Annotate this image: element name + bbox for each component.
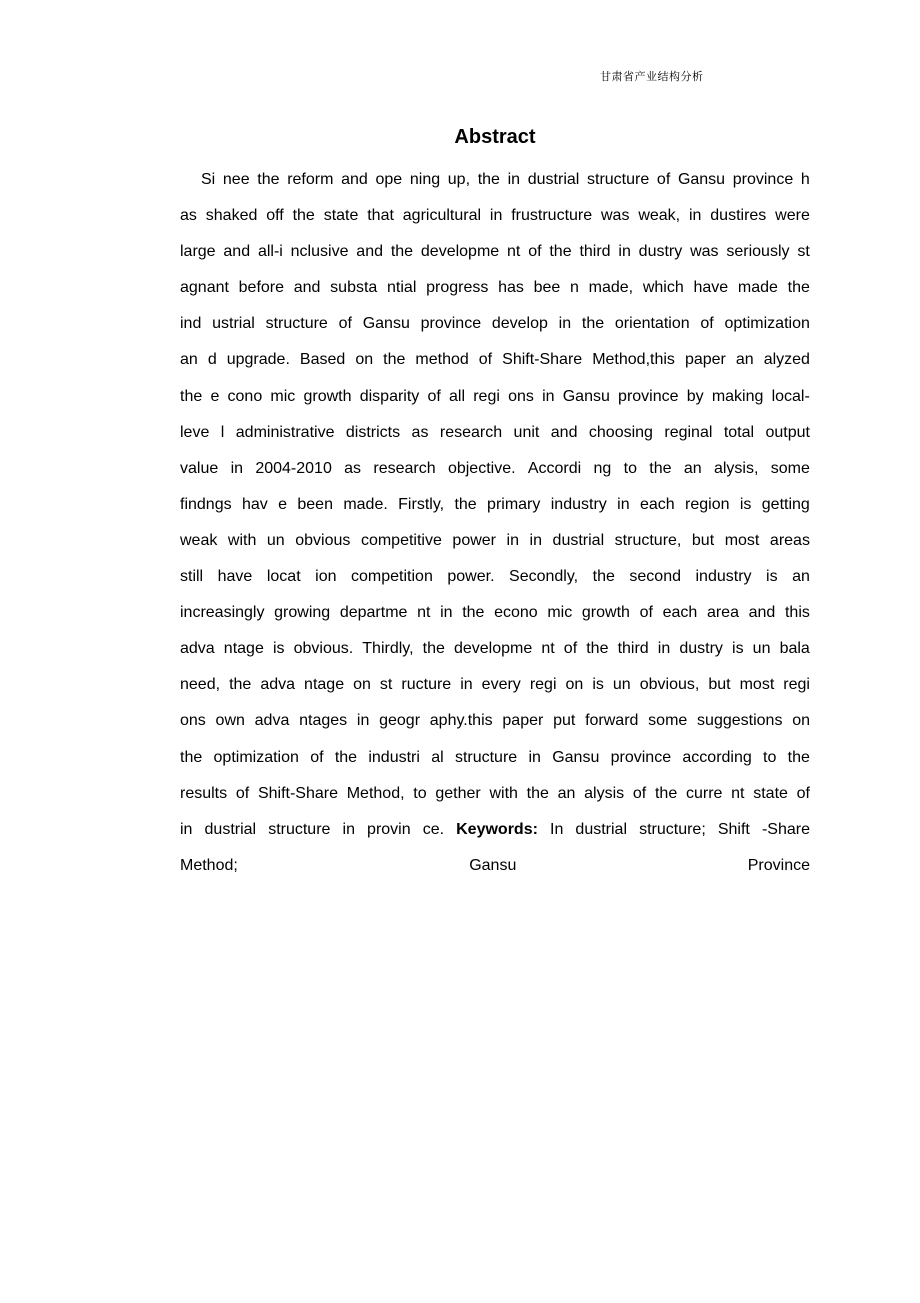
word: reginal [664,423,713,441]
abstract-line [180,812,810,848]
word: each [639,495,675,513]
word: is [272,640,285,658]
word: in [688,207,702,225]
word: each [662,604,698,622]
abstract-line [180,667,810,703]
word: un [266,531,285,549]
word: off [266,207,284,225]
word: put [553,712,576,730]
word: and [341,171,368,188]
word: regi [473,387,500,405]
word: n [570,279,579,297]
word: most [724,531,760,549]
word: nee [222,171,250,188]
word: dustry [638,243,683,261]
word: method [415,351,469,369]
word: output [765,423,810,441]
word: In [550,820,564,838]
word: Thirdly, [362,640,414,658]
word: Gansu [552,748,600,766]
word: of [700,315,714,333]
word: as [411,423,429,441]
word: in [528,748,541,766]
word: developme [420,243,500,261]
word: orientation [614,315,690,333]
word: dustrial [575,820,627,838]
keywords-label: Keywords: [456,820,538,838]
word: obvious, [639,676,700,694]
word: paper [684,351,726,369]
word: this [784,604,810,622]
word: in [617,495,630,513]
word: weak [180,531,218,549]
word: power [452,531,496,549]
word: adva [180,640,215,658]
word: bala [779,640,810,658]
word: area [706,604,739,622]
word: growing [274,604,331,622]
word: according [682,748,752,766]
word: un [612,676,631,694]
word: ntial [387,279,417,297]
word: alysis [584,784,625,802]
word: has [498,279,524,297]
word: progress [426,279,489,297]
word: own [215,712,245,730]
word: nt [417,604,431,622]
word: in [356,712,370,730]
word: on [353,676,371,694]
word: as [180,207,197,225]
word: to [623,459,637,477]
word: provin [367,820,411,838]
running-header: 甘肃省产业结构分析 [600,70,704,83]
word: growth [303,387,352,405]
word: in [342,820,355,838]
word: in [230,459,244,477]
abstract-line [180,379,810,415]
word: made. [343,495,388,513]
word: growth [581,604,630,622]
word: Shift-Share [257,784,338,802]
word: is [766,568,778,586]
word: region [685,495,730,513]
word: state [323,207,359,225]
word: districts [345,423,401,441]
word: ope [375,171,403,188]
word: the [649,459,672,477]
abstract-line [180,415,810,451]
word: by [686,387,704,405]
abstract-line [180,595,810,631]
word: second [629,568,681,586]
word: have [217,568,253,586]
word: of [528,243,542,261]
word: of [310,748,324,766]
word: aphy.this [429,712,493,730]
word: of [639,604,653,622]
word: the [257,171,280,188]
word: gether [435,784,481,802]
word: of [478,351,493,369]
word: of [563,640,578,658]
word: shaked [205,207,258,225]
word: structure; [639,820,706,838]
word: the [592,568,615,586]
word: frustructure [511,207,593,225]
word: upgrade. [226,351,290,369]
word: is [739,495,752,513]
word: to [763,748,777,766]
word: in [618,243,631,261]
word: industry [695,568,752,586]
abstract-line [180,631,810,667]
word: obvious [295,531,351,549]
word: findngs [180,495,232,513]
word: Gansu [469,856,517,874]
word: suggestions [697,712,783,730]
word: an [180,351,198,369]
word: structure [454,748,518,766]
word: l [220,423,225,441]
word: ce. [422,820,445,838]
word: every [481,676,521,694]
word: of [427,387,441,405]
word: the [787,279,810,297]
word: curre [685,784,723,802]
word: regi [529,676,557,694]
abstract-line [180,487,810,523]
word: some [648,712,688,730]
word: st [797,243,810,261]
word: nclusive [290,243,349,261]
word: ion [315,568,337,586]
abstract-line [180,306,810,342]
word: have [693,279,729,297]
word: were [775,207,810,225]
word: in [542,387,555,405]
word: the [526,784,549,802]
word: ning [409,171,441,188]
word: Si [201,171,216,188]
word: in [489,207,503,225]
abstract-line [180,523,810,559]
word: is [732,640,744,658]
word: on [565,676,584,694]
word: substa [330,279,378,297]
word: e [210,387,220,405]
word: and [223,243,251,261]
word: dustrial [204,820,257,838]
word: the [292,207,315,225]
word: structure [265,315,328,333]
word: locat [266,568,301,586]
abstract-line [180,451,810,487]
word: choosing [588,423,653,441]
word: structure, [614,531,682,549]
word: on [355,351,374,369]
abstract-line [180,198,810,234]
word: as [344,459,362,477]
word: an [735,351,754,369]
word: disparity [359,387,420,405]
word: ons [508,387,534,405]
word: seriously [726,243,790,261]
word: Accordi [527,459,582,477]
word: alyzed [763,351,810,369]
word: total [723,423,755,441]
word: in [180,820,193,838]
word: areas [769,531,810,549]
word: and [356,243,383,261]
word: an [557,784,576,802]
word: regi [783,676,810,694]
word: adva [254,712,290,730]
abstract-line [180,703,810,739]
word: and [550,423,578,441]
word: ntage [223,640,264,658]
word: adva [260,676,296,694]
word: st [379,676,393,694]
word: the [586,640,609,658]
word: departme [339,604,408,622]
word: industry [550,495,607,513]
word: large [180,243,216,261]
word: the [390,243,414,261]
abstract-line [180,270,810,306]
word: made [737,279,778,297]
word: of [796,784,810,802]
word: all [449,387,466,405]
word: optimization [724,315,810,333]
word: nt [507,243,521,261]
word: with [227,531,257,549]
abstract-line [180,234,810,270]
word: was [601,207,630,225]
word: third [617,640,649,658]
word: in [460,676,473,694]
word: the [383,351,406,369]
word: is [592,676,604,694]
word: of [235,784,250,802]
word: the [462,604,485,622]
word: province [420,315,482,333]
word: of [338,315,352,333]
word: Gansu [362,315,410,333]
word: in [507,171,521,188]
abstract-title: Abstract [454,126,536,148]
abstract-line [180,162,810,198]
word: bee [533,279,561,297]
word: competitive [360,531,442,549]
word: the [454,495,477,513]
word: in [440,604,453,622]
word: all-i [257,243,283,261]
word: of [656,171,671,188]
word: province [732,171,794,188]
word: h [800,171,810,188]
word: the [549,243,572,261]
word: ntage [304,676,345,694]
word: making [711,387,764,405]
word: optimization [213,748,299,766]
word: structure [587,171,650,188]
word: still [180,568,204,586]
word: the [180,748,203,766]
word: but [708,676,731,694]
word: before [238,279,285,297]
word: up, [447,171,471,188]
word: Shift [717,820,750,838]
word: structure [268,820,331,838]
word: reform [287,171,334,188]
word: the [787,748,810,766]
word: agnant [180,279,229,297]
abstract-body [180,162,810,884]
word: the [581,315,605,333]
word: research [439,423,503,441]
word: third [579,243,611,261]
word: geogr [379,712,421,730]
word: which [642,279,684,297]
word: local- [771,387,810,405]
abstract-line [180,342,810,378]
word: Method,this [592,351,675,369]
word: develop [491,315,548,333]
word: to [413,784,427,802]
word: agricultural [402,207,482,225]
word: industri [368,748,420,766]
word: ntages [299,712,348,730]
word: Method; [180,856,238,874]
word: obvious. [293,640,354,658]
word: on [792,712,810,730]
word: Gansu [677,171,726,188]
word: an [792,568,810,586]
word: was [690,243,719,261]
word: unit [513,423,540,441]
abstract-line [180,559,810,595]
word: un [752,640,771,658]
word: in [657,640,671,658]
word: the [477,171,500,188]
word: of [632,784,647,802]
word: primary [487,495,541,513]
word: al [431,748,444,766]
word: most [739,676,775,694]
word: 2004-2010 [255,459,332,477]
word: that [367,207,394,225]
word: research [373,459,436,477]
word: objective. [447,459,516,477]
word: and [293,279,321,297]
word: ructure [401,676,452,694]
word: results [180,784,228,802]
word: been [297,495,333,513]
word: power. [447,568,495,586]
word: with [489,784,518,802]
word: e [278,495,288,513]
word: Firstly, [398,495,445,513]
word: province [618,387,679,405]
word: cono [227,387,263,405]
word: in [529,531,542,549]
word: the [334,748,358,766]
word: -Share [761,820,810,838]
word: the [229,676,252,694]
word: Shift-Share [502,351,583,369]
word: and [748,604,776,622]
word: d [207,351,217,369]
word: state [753,784,788,802]
word: forward [585,712,639,730]
word: Based [299,351,346,369]
word: weak, [638,207,681,225]
word: made, [588,279,634,297]
word: mic [547,604,573,622]
word: some [770,459,810,477]
word: in [558,315,572,333]
word: leve [180,423,210,441]
word: in [506,531,519,549]
word: dustrial [552,531,605,549]
word: hav [241,495,268,513]
word: paper [502,712,544,730]
keywords-line [180,848,810,884]
word: Method, [346,784,405,802]
word: ustrial [212,315,255,333]
word: ons [180,712,206,730]
word: nt [731,784,745,802]
word: alysis, [713,459,759,477]
word: need, [180,676,221,694]
word: competition [351,568,433,586]
word: but [691,531,715,549]
word: nt [541,640,555,658]
word: province [610,748,672,766]
word: the [180,387,203,405]
word: ind [180,315,202,333]
word: developme [453,640,533,658]
word: the [654,784,678,802]
word: an [683,459,702,477]
abstract-line [180,776,810,812]
word: econo [494,604,538,622]
word: Secondly, [509,568,579,586]
word: Gansu [562,387,610,405]
word: value [180,459,219,477]
word: increasingly [180,604,265,622]
word: the [422,640,445,658]
word: Province [747,856,810,874]
word: dustrial [527,171,580,188]
word: dustry [679,640,723,658]
abstract-line [180,740,810,776]
word: ng [593,459,612,477]
word: getting [761,495,810,513]
word: dustires [710,207,767,225]
word: administrative [235,423,335,441]
word: mic [270,387,296,405]
